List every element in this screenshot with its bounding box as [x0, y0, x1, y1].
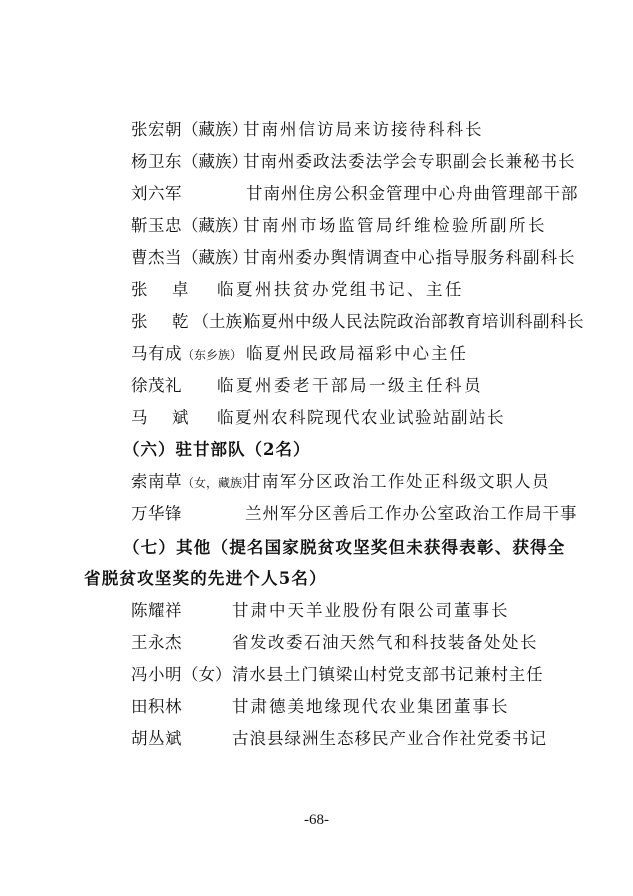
- person-position: 甘南军分区政治工作处正科级文职人员: [244, 472, 550, 491]
- list-item: [0, 404, 633, 432]
- person-name: 杨卫东（藏族）: [131, 152, 248, 171]
- person-position: 甘肃德美地缘现代农业集团董事长: [232, 697, 510, 716]
- person-position: 临夏州扶贫办党组书记、主任: [217, 280, 464, 299]
- person-position: 临夏州民政局福彩中心主任: [246, 344, 468, 363]
- person-name: 王永杰: [131, 633, 182, 652]
- person-name: 索南草（女，藏族）: [131, 472, 255, 491]
- person-name: 马有成（东乡族）: [131, 344, 243, 363]
- list-item: [0, 308, 633, 336]
- person-name: 田积林: [131, 697, 182, 716]
- person-position: 兰州军分区善后工作办公室政治工作局干事: [245, 504, 578, 523]
- person-name: 靳玉忠（藏族）: [131, 216, 248, 235]
- list-item: [0, 212, 633, 240]
- person-name: 万华锋: [131, 504, 182, 523]
- person-name: 曹杰当（藏族）: [131, 248, 248, 267]
- list-item: [0, 629, 633, 657]
- person-position: 清水县土门镇梁山村党支部书记兼村主任: [232, 665, 544, 684]
- person-name: 刘六军: [131, 184, 182, 203]
- page-number: -68-: [304, 812, 329, 828]
- list-item: [0, 725, 633, 753]
- person-name: 陈耀祥: [131, 601, 182, 620]
- person-position: 临夏州农科院现代农业试验站副站长: [217, 408, 505, 427]
- person-position: 甘南州委政法委法学会专职副会长兼秘书长: [243, 152, 576, 171]
- list-item: [0, 180, 633, 208]
- person-position: 甘南州信访局来访接待科科长: [243, 120, 484, 139]
- person-name: 冯小明（女）: [131, 665, 232, 684]
- section-heading: （六）驻甘部队（2名）: [123, 440, 311, 459]
- list-item: [0, 276, 633, 304]
- person-position: 临夏州委老干部局一级主任科员: [217, 376, 483, 395]
- person-name: 张 乾（土族）: [131, 312, 259, 331]
- list-item: [0, 597, 633, 625]
- person-position: 甘南州市场监管局纤维检验所副所长: [243, 216, 547, 235]
- person-position: 甘南州委办舆情调查中心指导服务科副科长: [243, 248, 576, 267]
- list-item: [0, 468, 633, 496]
- section-heading: （七）其他（提名国家脱贫攻坚奖但未获得表彰、获得全: [123, 538, 566, 557]
- list-item: [0, 340, 633, 368]
- list-item: [0, 693, 633, 721]
- person-position: 甘南州住房公积金管理中心舟曲管理部干部: [246, 184, 579, 203]
- person-position: 临夏州中级人民法院政治部教育培训科副科长: [244, 312, 584, 331]
- list-item: [0, 500, 633, 528]
- person-position: 甘肃中天羊业股份有限公司董事长: [232, 601, 510, 620]
- person-name: 马 斌: [131, 408, 193, 427]
- person-name: 胡丛斌: [131, 729, 182, 748]
- person-name: 张 卓: [131, 280, 193, 299]
- list-item: [0, 148, 633, 176]
- section-heading-continued: 省脱贫攻坚奖的先进个人5名）: [84, 569, 327, 588]
- person-position: 古浪县绿洲生态移民产业合作社党委书记: [232, 729, 547, 748]
- person-position: 省发改委石油天然气和科技装备处处长: [232, 633, 538, 652]
- person-name: 徐茂礼: [131, 376, 182, 395]
- person-name: 张宏朝（藏族）: [131, 120, 248, 139]
- list-item: [0, 372, 633, 400]
- list-item: [0, 116, 633, 144]
- list-item: [0, 661, 633, 689]
- list-item: [0, 244, 633, 272]
